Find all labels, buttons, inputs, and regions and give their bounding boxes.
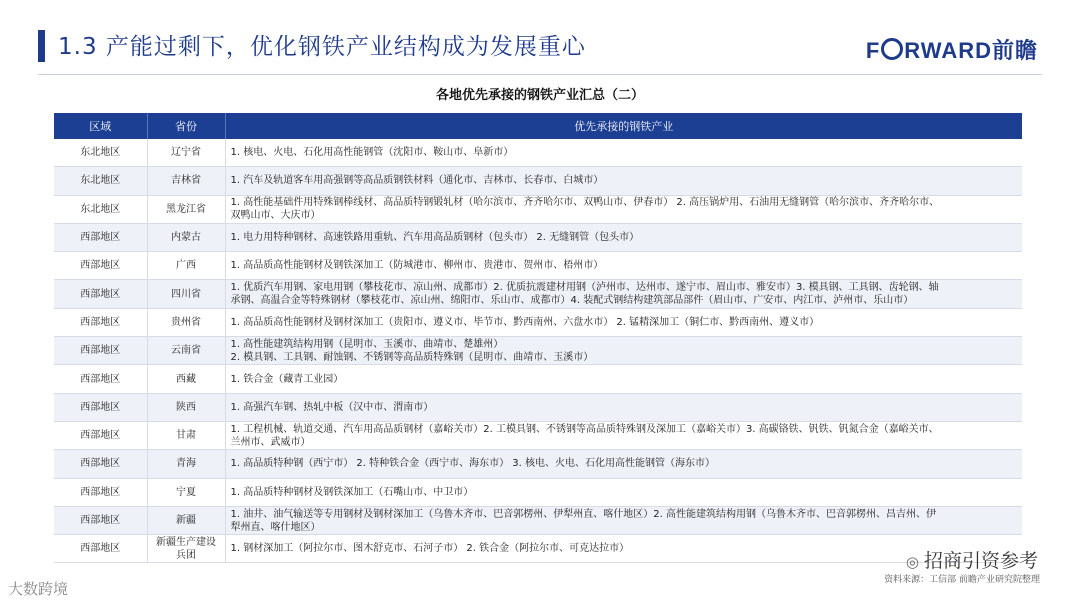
industry-line: 1. 核电、火电、石化用高性能钢管（沈阳市、鞍山市、阜新市） bbox=[230, 147, 514, 159]
cell-region: 东北地区 bbox=[54, 167, 147, 195]
cell-industry bbox=[225, 421, 1022, 449]
cell-province: 辽宁省 bbox=[147, 139, 225, 167]
cell-region: 西部地区 bbox=[54, 506, 147, 534]
cell-province: 云南省 bbox=[147, 337, 225, 365]
cell-province: 吉林省 bbox=[147, 167, 225, 195]
table-row bbox=[54, 223, 1022, 251]
cell-province: 内蒙古 bbox=[147, 223, 225, 251]
wechat-account bbox=[906, 546, 1038, 573]
cell-industry bbox=[225, 252, 1022, 280]
industry-line: 1. 高品质特种钢（西宁市） 2. 特种铁合金（西宁市、海东市） 3. 核电、火电、石化用高性能钢管（海东市） bbox=[230, 458, 716, 470]
source-note: 资料来源：工信部 前瞻产业研究院整理 bbox=[884, 575, 1040, 585]
cell-province: 新疆生产建设兵团 bbox=[147, 535, 225, 563]
cell-province: 广西 bbox=[147, 252, 225, 280]
table-row bbox=[54, 365, 1022, 393]
cell-region: 西部地区 bbox=[54, 478, 147, 506]
header-divider bbox=[38, 74, 1042, 75]
cell-region: 西部地区 bbox=[54, 421, 147, 449]
cell-province: 陕西 bbox=[147, 393, 225, 421]
cell-province: 新疆 bbox=[147, 506, 225, 534]
table-header-row bbox=[54, 113, 1022, 139]
industry-table bbox=[54, 113, 1022, 563]
industry-line: 1. 优质汽车用钢、家电用钢（攀枝花市、凉山州、成都市）2. 优质抗震建材用钢（泸州市、达州市、遂宁市、眉山市、雅安市）3. 模具钢、工具钢、齿轮钢、轴 bbox=[230, 282, 939, 294]
industry-line: 1. 电力用特种钢材、高速铁路用重轨、汽车用高品质钢材（包头市） 2. 无缝钢管（包头市） bbox=[230, 232, 640, 244]
cell-province: 黑龙江省 bbox=[147, 195, 225, 223]
cell-region: 西部地区 bbox=[54, 365, 147, 393]
table-row bbox=[54, 478, 1022, 506]
logo-text-end: RWARD前瞻 bbox=[904, 38, 1038, 63]
corner-watermark bbox=[8, 578, 68, 599]
industry-line: 犁州直、喀什地区） bbox=[230, 521, 321, 533]
logo-ring-icon bbox=[881, 38, 903, 60]
table-row bbox=[54, 308, 1022, 336]
cell-region: 西部地区 bbox=[54, 308, 147, 336]
column-header-industry: 优先承接的钢铁产业 bbox=[225, 113, 1022, 139]
cell-industry bbox=[225, 167, 1022, 195]
cell-province: 宁夏 bbox=[147, 478, 225, 506]
cell-industry bbox=[225, 535, 1022, 563]
industry-line: 承钢、高温合金等特殊钢材（攀枝花市、凉山州、绵阳市、乐山市、成都市）4. 装配式钢结构建筑部品部件（眉山市、广安市、内江市、泸州市、乐山市） bbox=[230, 295, 914, 307]
table-row bbox=[54, 337, 1022, 365]
cell-province: 青海 bbox=[147, 450, 225, 478]
wechat-account-name: 招商引资参考 bbox=[923, 550, 1038, 572]
cell-region: 西部地区 bbox=[54, 535, 147, 563]
cell-region: 西部地区 bbox=[54, 223, 147, 251]
industry-line: 1. 高品质高性能钢材及钢铁深加工（防城港市、柳州市、贵港市、贺州市、梧州市） bbox=[230, 260, 604, 272]
industry-line: 1. 高品质高性能钢材及钢材深加工（贵阳市、遵义市、毕节市、黔西南州、六盘水市） 2. 锰精深加工（铜仁市、黔西南州、遵义市） bbox=[230, 316, 820, 328]
industry-line: 1. 高性能建筑结构用钢（昆明市、玉溪市、曲靖市、楚雄州） bbox=[230, 338, 504, 350]
cell-industry bbox=[225, 450, 1022, 478]
industry-line: 1. 高品质特种钢材及钢铁深加工（石嘴山市、中卫市） bbox=[230, 486, 474, 498]
cell-province: 四川省 bbox=[147, 280, 225, 308]
cell-province: 西藏 bbox=[147, 365, 225, 393]
table-row bbox=[54, 280, 1022, 308]
industry-line: 2. 模具钢、工具钢、耐蚀钢、不锈钢等高品质特殊钢（昆明市、曲靖市、玉溪市） bbox=[230, 351, 594, 363]
table-row bbox=[54, 167, 1022, 195]
logo-text-start: F bbox=[865, 38, 881, 63]
cell-industry bbox=[225, 195, 1022, 223]
cell-industry bbox=[225, 280, 1022, 308]
cell-industry bbox=[225, 337, 1022, 365]
table-row bbox=[54, 450, 1022, 478]
table-row bbox=[54, 421, 1022, 449]
cell-industry bbox=[225, 223, 1022, 251]
industry-line: 1. 工程机械、轨道交通、汽车用高品质钢材（嘉峪关市）2. 工模具钢、不锈钢等高品质特殊钢及深加工（嘉峪关市）3. 高碳铬铁、钒铁、钒氮合金（嘉峪关市、 bbox=[230, 423, 939, 435]
column-header-province: 省份 bbox=[147, 113, 225, 139]
table-row bbox=[54, 195, 1022, 223]
industry-line: 1. 汽车及轨道客车用高强钢等高品质钢铁材料（通化市、吉林市、长春市、白城市） bbox=[230, 175, 604, 187]
table-row bbox=[54, 252, 1022, 280]
cell-region: 西部地区 bbox=[54, 393, 147, 421]
industry-line: 双鸭山市、大庆市） bbox=[230, 210, 321, 222]
industry-line: 1. 铁合金（藏青工业园） bbox=[230, 373, 344, 385]
cell-province: 贵州省 bbox=[147, 308, 225, 336]
cell-region: 西部地区 bbox=[54, 450, 147, 478]
wechat-icon: ◎ bbox=[905, 553, 919, 571]
table-row bbox=[54, 393, 1022, 421]
industry-line: 1. 高强汽车钢、热轧中板（汉中市、渭南市） bbox=[230, 401, 434, 413]
brand-logo bbox=[866, 34, 1038, 65]
table-body bbox=[54, 139, 1022, 563]
table-row bbox=[54, 506, 1022, 534]
cell-region: 东北地区 bbox=[54, 195, 147, 223]
cell-province: 甘肃 bbox=[147, 421, 225, 449]
page-title: 1.3 产能过剩下，优化钢铁产业结构成为发展重心 bbox=[58, 34, 586, 60]
cell-region: 西部地区 bbox=[54, 280, 147, 308]
industry-line: 1. 钢材深加工（阿拉尔市、图木舒克市、石河子市） 2. 铁合金（阿拉尔市、可克达拉市） bbox=[230, 543, 630, 555]
table-row bbox=[54, 535, 1022, 563]
corner-mark-text: 大数跨境 bbox=[8, 580, 69, 598]
cell-region: 西部地区 bbox=[54, 337, 147, 365]
title-accent-bar bbox=[38, 30, 45, 62]
cell-industry bbox=[225, 308, 1022, 336]
industry-line: 1. 高性能基础件用特殊钢棒线材、高品质特钢锻轧材（哈尔滨市、齐齐哈尔市、双鸭山市、伊春市） 2. 高压锅炉用、石油用无缝钢管（哈尔滨市、齐齐哈尔市、 bbox=[230, 197, 940, 209]
cell-industry bbox=[225, 478, 1022, 506]
cell-region: 东北地区 bbox=[54, 139, 147, 167]
cell-industry bbox=[225, 365, 1022, 393]
industry-line: 兰州市、武威市） bbox=[230, 436, 311, 448]
cell-region: 西部地区 bbox=[54, 252, 147, 280]
table-row bbox=[54, 139, 1022, 167]
industry-line: 1. 油井、油气输送等专用钢材及钢材深加工（乌鲁木齐市、巴音郭楞州、伊犁州直、喀什地区）2. 高性能建筑结构用钢（乌鲁木齐市、巴音郭楞州、昌吉州、伊 bbox=[230, 508, 936, 520]
cell-industry bbox=[225, 139, 1022, 167]
table-title: 各地优先承接的钢铁产业汇总（二） bbox=[435, 88, 644, 103]
cell-industry bbox=[225, 393, 1022, 421]
cell-industry bbox=[225, 506, 1022, 534]
column-header-region: 区域 bbox=[54, 113, 147, 139]
